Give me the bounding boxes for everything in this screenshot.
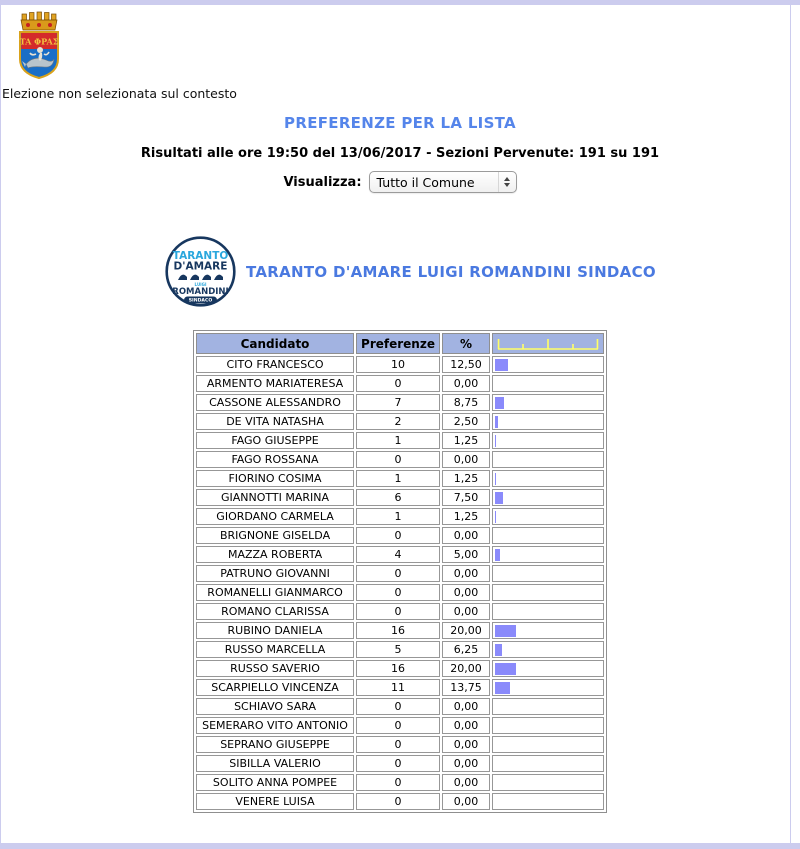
- bar-cell: [492, 755, 604, 772]
- preferences-cell: 4: [356, 546, 440, 563]
- bar-cell: [492, 413, 604, 430]
- table-row: [196, 356, 604, 373]
- bar-cell: [492, 394, 604, 411]
- bar-cell: [492, 584, 604, 601]
- bar-cell: [492, 698, 604, 715]
- percent-cell: 20,00: [442, 622, 490, 639]
- percent-cell: 1,25: [442, 508, 490, 525]
- bar-cell: [492, 451, 604, 468]
- table-row: [196, 660, 604, 677]
- candidate-cell: SIBILLA VALERIO: [196, 755, 354, 772]
- percent-cell: 8,75: [442, 394, 490, 411]
- percent-cell: 0,00: [442, 698, 490, 715]
- percent-cell: 0,00: [442, 793, 490, 810]
- candidate-cell: ROMANO CLARISSA: [196, 603, 354, 620]
- page-title: PREFERENZE PER LA LISTA: [284, 114, 516, 132]
- table-row: [196, 736, 604, 753]
- preferences-cell: 0: [356, 755, 440, 772]
- bar-cell: [492, 489, 604, 506]
- percent-cell: 12,50: [442, 356, 490, 373]
- bar-cell: [492, 622, 604, 639]
- header-percent: %: [442, 333, 490, 354]
- preferences-cell: 0: [356, 736, 440, 753]
- candidate-cell: CASSONE ALESSANDRO: [196, 394, 354, 411]
- bar-cell: [492, 508, 604, 525]
- candidate-cell: ARMENTO MARIATERESA: [196, 375, 354, 392]
- table-header-row: [196, 333, 604, 354]
- preferences-cell: 16: [356, 660, 440, 677]
- candidate-cell: ROMANELLI GIANMARCO: [196, 584, 354, 601]
- list-logo-icon: [165, 236, 236, 307]
- preference-bar: [495, 511, 496, 523]
- list-header: [165, 236, 656, 307]
- view-select-value: Tutto il Comune: [376, 174, 475, 190]
- table-row: [196, 508, 604, 525]
- candidate-cell: GIORDANO CARMELA: [196, 508, 354, 525]
- preferences-cell: 1: [356, 508, 440, 525]
- preferences-cell: 0: [356, 698, 440, 715]
- table-row: [196, 413, 604, 430]
- preferences-cell: 10: [356, 356, 440, 373]
- candidate-cell: SEMERARO VITO ANTONIO: [196, 717, 354, 734]
- table-row: [196, 470, 604, 487]
- list-title: TARANTO D'AMARE LUIGI ROMANDINI SINDACO: [246, 262, 656, 281]
- preferences-table: [193, 330, 607, 813]
- candidate-cell: CITO FRANCESCO: [196, 356, 354, 373]
- percent-cell: 0,00: [442, 717, 490, 734]
- percent-cell: 0,00: [442, 603, 490, 620]
- results-table-body: [196, 356, 604, 810]
- candidate-cell: RUSSO MARCELLA: [196, 641, 354, 658]
- preferences-cell: 7: [356, 394, 440, 411]
- candidate-cell: VENERE LUISA: [196, 793, 354, 810]
- candidate-cell: PATRUNO GIOVANNI: [196, 565, 354, 582]
- bar-cell: [492, 793, 604, 810]
- preference-bar: [495, 625, 516, 637]
- select-stepper-icon: [498, 172, 516, 192]
- logo-line-taranto: TARANTO: [172, 250, 229, 262]
- preference-bar: [495, 682, 510, 694]
- candidate-cell: RUSSO SAVERIO: [196, 660, 354, 677]
- table-row: [196, 603, 604, 620]
- preferences-cell: 0: [356, 451, 440, 468]
- percent-cell: 0,00: [442, 375, 490, 392]
- candidate-cell: FAGO GIUSEPPE: [196, 432, 354, 449]
- preference-bar: [495, 435, 496, 447]
- bar-cell: [492, 527, 604, 544]
- percent-cell: 0,00: [442, 527, 490, 544]
- preference-bar: [495, 644, 502, 656]
- preferences-cell: 1: [356, 470, 440, 487]
- percent-cell: 1,25: [442, 432, 490, 449]
- header-candidato: Candidato: [196, 333, 354, 354]
- table-row: [196, 641, 604, 658]
- percent-cell: 0,00: [442, 451, 490, 468]
- preferences-cell: 11: [356, 679, 440, 696]
- bar-cell: [492, 641, 604, 658]
- percent-cell: 0,00: [442, 736, 490, 753]
- coat-motto: TA ΦPAΣ: [19, 36, 59, 47]
- bar-cell: [492, 470, 604, 487]
- logo-line-romandini: ROMANDINI: [172, 287, 229, 297]
- candidate-cell: RUBINO DANIELA: [196, 622, 354, 639]
- table-row: [196, 489, 604, 506]
- table-row: [196, 755, 604, 772]
- logo-line-sindaco: SINDACO: [188, 298, 213, 304]
- candidate-cell: SOLITO ANNA POMPEE: [196, 774, 354, 791]
- candidate-cell: DE VITA NATASHA: [196, 413, 354, 430]
- preferences-cell: 0: [356, 793, 440, 810]
- table-row: [196, 679, 604, 696]
- context-note: Elezione non selezionata sul contesto: [2, 86, 237, 101]
- bar-cell: [492, 432, 604, 449]
- coat-of-arms-icon: [16, 9, 62, 80]
- list-logo: [165, 236, 236, 307]
- table-row: [196, 451, 604, 468]
- bar-cell: [492, 375, 604, 392]
- frame-bottom-strip: [0, 843, 800, 849]
- candidate-cell: SCARPIELLO VINCENZA: [196, 679, 354, 696]
- percent-cell: 6,25: [442, 641, 490, 658]
- table-row: [196, 394, 604, 411]
- bar-cell: [492, 774, 604, 791]
- table-row: [196, 375, 604, 392]
- percent-cell: 1,25: [442, 470, 490, 487]
- candidate-cell: SEPRANO GIUSEPPE: [196, 736, 354, 753]
- preference-bar: [495, 549, 500, 561]
- percent-cell: 2,50: [442, 413, 490, 430]
- candidate-cell: FIORINO COSIMA: [196, 470, 354, 487]
- arrow-down-icon: [504, 183, 510, 187]
- preferences-cell: 0: [356, 527, 440, 544]
- preferences-cell: 0: [356, 774, 440, 791]
- scale-ruler-icon: [497, 336, 599, 351]
- preferences-cell: 6: [356, 489, 440, 506]
- preferences-cell: 0: [356, 375, 440, 392]
- bar-cell: [492, 717, 604, 734]
- candidate-cell: GIANNOTTI MARINA: [196, 489, 354, 506]
- percent-cell: 5,00: [442, 546, 490, 563]
- preference-bar: [495, 663, 516, 675]
- table-row: [196, 546, 604, 563]
- percent-cell: 0,00: [442, 584, 490, 601]
- percent-cell: 0,00: [442, 755, 490, 772]
- table-row: [196, 622, 604, 639]
- preference-bar: [495, 397, 504, 409]
- preferences-cell: 0: [356, 603, 440, 620]
- logo-line-damare: D'AMARE: [173, 260, 228, 273]
- view-selector-row: [0, 171, 800, 193]
- percent-cell: 13,75: [442, 679, 490, 696]
- bar-cell: [492, 660, 604, 677]
- table-row: [196, 717, 604, 734]
- table-row: [196, 584, 604, 601]
- table-row: [196, 793, 604, 810]
- preferences-cell: 2: [356, 413, 440, 430]
- view-select[interactable]: [369, 171, 517, 193]
- table-row: [196, 527, 604, 544]
- candidate-cell: BRIGNONE GISELDA: [196, 527, 354, 544]
- preference-bar: [495, 359, 508, 371]
- table-row: [196, 565, 604, 582]
- table-row: [196, 432, 604, 449]
- preferences-cell: 16: [356, 622, 440, 639]
- header-preferenze: Preferenze: [356, 333, 440, 354]
- view-selector-label: Visualizza:: [283, 174, 362, 190]
- preference-bar: [495, 416, 498, 428]
- table-row: [196, 774, 604, 791]
- candidate-cell: FAGO ROSSANA: [196, 451, 354, 468]
- preferences-cell: 1: [356, 432, 440, 449]
- bar-cell: [492, 565, 604, 582]
- preferences-cell: 5: [356, 641, 440, 658]
- logo-line-luigi: LUIGI: [194, 282, 207, 287]
- preference-bar: [495, 492, 503, 504]
- bar-cell: [492, 736, 604, 753]
- results-table-wrap: [0, 330, 800, 813]
- percent-cell: 7,50: [442, 489, 490, 506]
- bar-cell: [492, 679, 604, 696]
- arrow-up-icon: [504, 177, 510, 181]
- preferences-cell: 0: [356, 584, 440, 601]
- bar-cell: [492, 603, 604, 620]
- bar-cell: [492, 546, 604, 563]
- preference-bar: [495, 473, 496, 485]
- candidate-cell: SCHIAVO SARA: [196, 698, 354, 715]
- percent-cell: 0,00: [442, 774, 490, 791]
- bar-cell: [492, 356, 604, 373]
- table-row: [196, 698, 604, 715]
- preferences-cell: 0: [356, 565, 440, 582]
- header-scale: [492, 333, 604, 354]
- taranto-coat-of-arms: [16, 9, 62, 80]
- results-status-line: Risultati alle ore 19:50 del 13/06/2017 - Sezioni Pervenute: 191 su 191: [140, 146, 660, 161]
- preferences-cell: 0: [356, 717, 440, 734]
- percent-cell: 20,00: [442, 660, 490, 677]
- frame-top-strip: [0, 0, 800, 5]
- candidate-cell: MAZZA ROBERTA: [196, 546, 354, 563]
- percent-cell: 0,00: [442, 565, 490, 582]
